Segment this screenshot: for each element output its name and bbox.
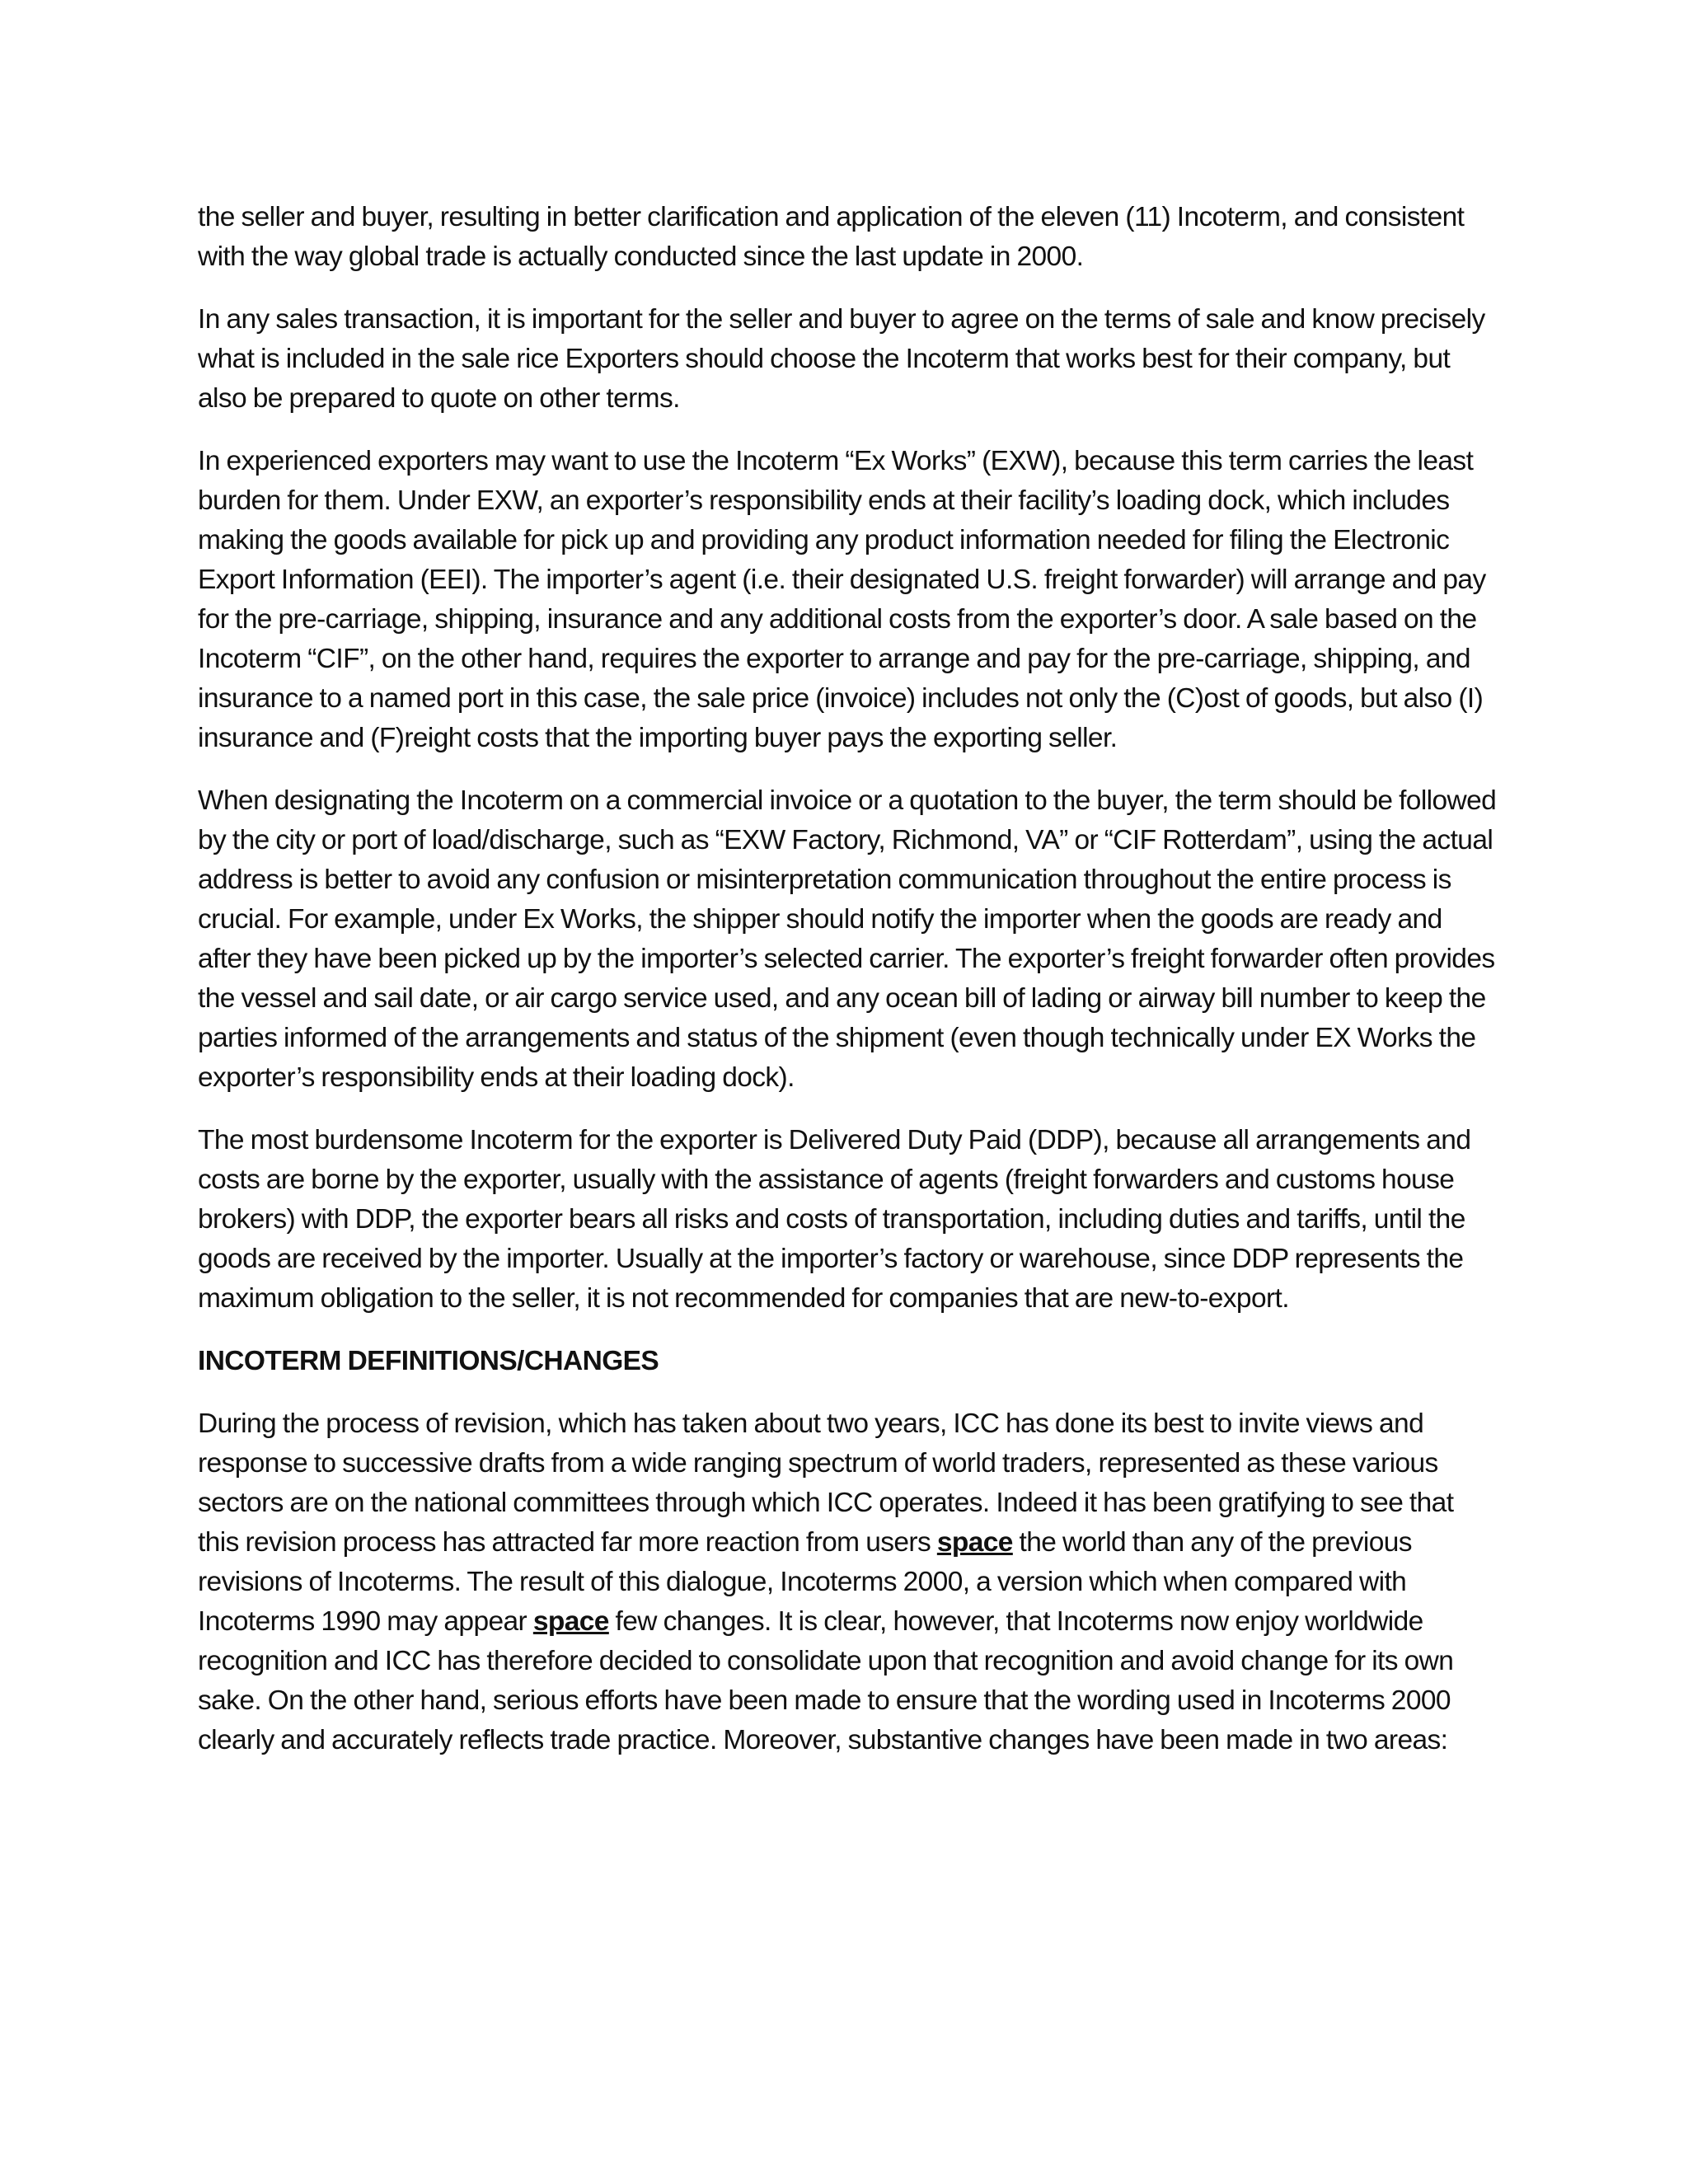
paragraph-ddp: The most burdensome Incoterm for the exporter is Delivered Duty Paid (DDP), because all arrangements and costs are borne by the exporter, usually with the assistance of agents (freight forwarders and customs house brokers) with DDP, the exporter bears all risks and costs of transportation, including duties and tariffs, until the goods are received by the importer. Usually at the importer’s factory or warehouse, since DDP represents the maximum obligation to the seller, it is not recommended for companies that are new-to-export. bbox=[198, 1125, 1471, 1314]
paragraph-designating-incoterm: When designating the Incoterm on a commercial invoice or a quotation to the buyer, the term should be followed by the city or port of load/discharge, such as “EXW Factory, Richmond, VA” or “CIF Rotterdam”, using the actual address is better to avoid any confusion or misinterpretation communication throughout the entire process is crucial. For example, under Ex Works, the shipper should notify the importer when the goods are ready and after they have been picked up by the importer’s selected carrier. The exporter’s freight forwarder often provides the vessel and sail date, or air cargo service used, and any ocean bill of lading or airway bill number to keep the parties informed of the arrangements and status of the shipment (even though technically under EX Works the exporter’s responsibility ends at their loading dock). bbox=[198, 785, 1497, 1093]
revision-text-part-1: During the process of revision, which has taken about two years, ICC has done its best to invite views and response to successive drafts from a wide ranging spectrum of world traders, represented as these various sectors are on the national committees through which ICC operates. Indeed it has been gratifying to see that this revision process has attracted far more reaction from users bbox=[198, 1408, 1454, 1558]
document-page bbox=[198, 198, 1500, 1783]
section-heading: INCOTERM DEFINITIONS/CHANGES bbox=[198, 1346, 659, 1376]
revision-text-part-2: the world than any of the previous revisions of Incoterms. The result of this dialogue, Incoterms 2000, a version which when compared with Incoterms 1990 may appear bbox=[198, 1527, 1412, 1637]
space-placeholder-1: space bbox=[936, 1527, 1013, 1558]
paragraph-revision-process bbox=[198, 1404, 1500, 1760]
paragraph-exw-cif: In experienced exporters may want to use the Incoterm “Ex Works” (EXW), because this term carries the least burden for them. Under EXW, an exporter’s responsibility ends at their facility’s loading dock, which includes making the goods available for pick up and providing any product information needed for filing the Electronic Export Information (EEI). The importer’s agent (i.e. their designated U.S. freight forwarder) will arrange and pay for the pre-carriage, shipping, insurance and any additional costs from the exporter’s door. A sale based on the Incoterm “CIF”, on the other hand, requires the exporter to arrange and pay for the pre-carriage, shipping, and insurance to a named port in this case, the sale price (invoice) includes not only the (C)ost of goods, but also (I) insurance and (F)reight costs that the importing buyer pays the exporting seller. bbox=[198, 446, 1486, 753]
revision-text-part-3: few changes. It is clear, however, that Incoterms now enjoy worldwide recognition and ICC has therefore decided to consolidate upon that recognition and avoid change for its own sake. On the other hand, serious efforts have been made to ensure that the wording used in Incoterms 2000 clearly and accurately reflects trade practice. Moreover, substantive changes have been made in two areas: bbox=[198, 1606, 1454, 1755]
space-placeholder-2: space bbox=[532, 1606, 609, 1637]
paragraph-intro-continuation: the seller and buyer, resulting in better clarification and application of the eleven (11) Incoterm, and consistent with the way global trade is actually conducted since the last update in 2000. bbox=[198, 202, 1465, 272]
paragraph-terms-of-sale: In any sales transaction, it is important for the seller and buyer to agree on the terms of sale and know precisely what is included in the sale rice Exporters should choose the Incoterm that works best for their company, but also be prepared to quote on other terms. bbox=[198, 304, 1485, 414]
